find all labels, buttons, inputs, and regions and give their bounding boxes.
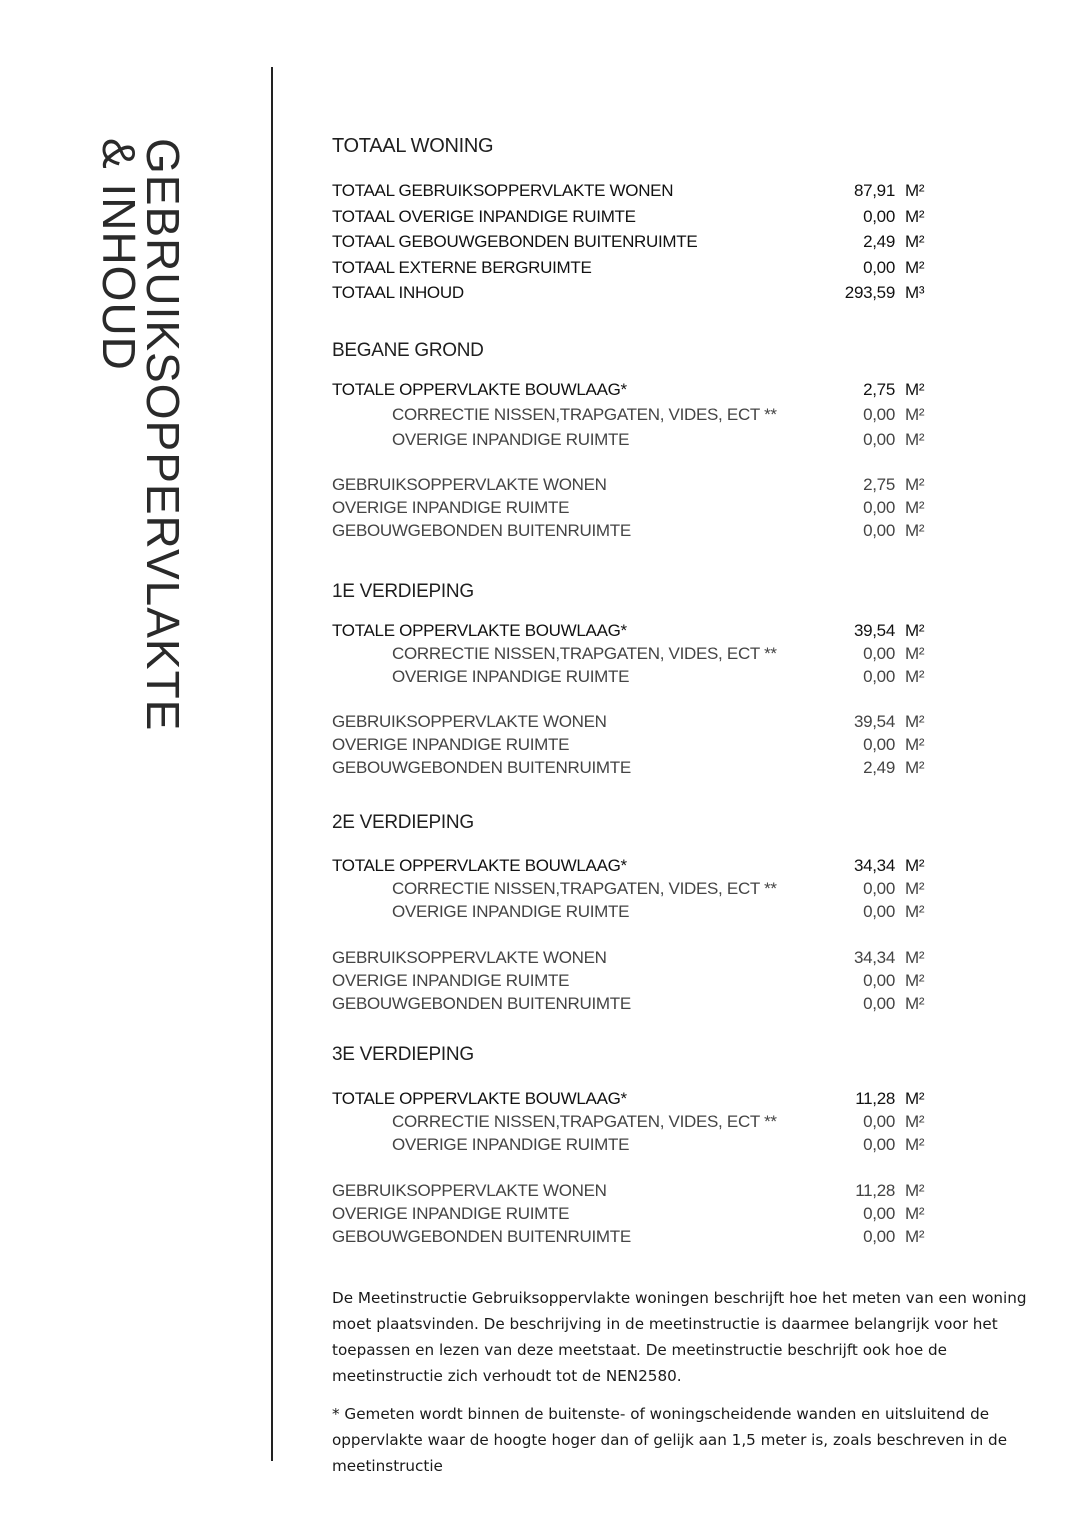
section-heading-1e-verdieping: 1E VERDIEPING — [332, 581, 474, 602]
row-unit: M² — [905, 380, 925, 399]
row-label: GEBRUIKSOPPERVLAKTE WONEN — [332, 475, 607, 494]
row-value: 0,00 — [863, 1112, 895, 1131]
row-label: TOTAAL GEBOUWGEBONDEN BUITENRUIMTE — [332, 232, 698, 251]
row-label: OVERIGE INPANDIGE RUIMTE — [392, 430, 630, 449]
row-unit: M² — [905, 621, 925, 640]
row-value: 2,75 — [863, 380, 895, 399]
row-value: 87,91 — [853, 181, 895, 200]
section-heading-begane-grond: BEGANE GROND — [332, 340, 484, 361]
floor-row — [332, 1112, 927, 1134]
row-label: OVERIGE INPANDIGE RUIMTE — [392, 667, 630, 686]
row-unit: M² — [905, 207, 925, 226]
row-label: OVERIGE INPANDIGE RUIMTE — [392, 1135, 630, 1154]
floor-row — [332, 856, 927, 878]
row-value: 0,00 — [863, 902, 895, 921]
floor-row — [332, 758, 927, 780]
row-unit: M² — [905, 475, 925, 494]
floor-row — [332, 405, 927, 427]
row-unit: M² — [905, 712, 925, 731]
row-label: TOTAAL GEBRUIKSOPPERVLAKTE WONEN — [332, 181, 674, 200]
row-unit: M² — [905, 1204, 925, 1223]
row-label: OVERIGE INPANDIGE RUIMTE — [332, 498, 570, 517]
row-unit: M² — [905, 948, 925, 967]
row-label: TOTALE OPPERVLAKTE BOUWLAAG* — [332, 856, 627, 875]
totaal-row — [332, 181, 927, 203]
row-unit: M² — [905, 994, 925, 1013]
row-value: 11,28 — [855, 1089, 895, 1108]
row-value: 0,00 — [863, 521, 895, 540]
row-unit: M² — [905, 902, 925, 921]
row-unit: M² — [905, 258, 925, 277]
vertical-divider — [271, 67, 273, 1461]
row-label: GEBRUIKSOPPERVLAKTE WONEN — [332, 712, 607, 731]
floor-row — [332, 1227, 927, 1249]
row-label: TOTAAL OVERIGE INPANDIGE RUIMTE — [332, 207, 636, 226]
row-value: 39,54 — [853, 712, 895, 731]
row-label: TOTAAL EXTERNE BERGRUIMTE — [332, 258, 592, 277]
floor-row — [332, 521, 927, 543]
floor-row — [332, 971, 927, 993]
row-unit: M² — [905, 498, 925, 517]
row-label: TOTALE OPPERVLAKTE BOUWLAAG* — [332, 380, 627, 399]
row-unit: M² — [905, 521, 925, 540]
row-unit: M² — [905, 667, 925, 686]
floor-row — [332, 475, 927, 497]
floor-row — [332, 735, 927, 757]
row-value: 11,28 — [855, 1181, 895, 1200]
section-heading-2e-verdieping: 2E VERDIEPING — [332, 812, 474, 833]
row-label: TOTALE OPPERVLAKTE BOUWLAAG* — [332, 621, 627, 640]
section-heading-totaal: TOTAAL WONING — [332, 135, 494, 157]
row-label: CORRECTIE NISSEN,TRAPGATEN, VIDES, ECT ** — [392, 879, 777, 898]
note-meetinstructie: De Meetinstructie Gebruiksoppervlakte woningen beschrijft hoe het meten van een woning moet plaatsvinden. De beschrijving in de meetinstructie is daarmee belangrijk voor het toepassen en lezen van deze meetstaat. De meetinstructie beschrijft ook hoe de meetinstructie zich verhoudt tot de NEN2580. — [332, 1289, 1027, 1385]
row-label: TOTALE OPPERVLAKTE BOUWLAAG* — [332, 1089, 627, 1108]
row-value: 0,00 — [863, 258, 895, 277]
row-unit: M² — [905, 181, 925, 200]
row-value: 0,00 — [863, 405, 895, 424]
row-label: OVERIGE INPANDIGE RUIMTE — [392, 902, 630, 921]
row-unit: M² — [905, 971, 925, 990]
row-value: 0,00 — [863, 1135, 895, 1154]
row-unit: M² — [905, 1135, 925, 1154]
row-value: 0,00 — [863, 735, 895, 754]
row-unit: M² — [905, 758, 925, 777]
row-label: GEBRUIKSOPPERVLAKTE WONEN — [332, 948, 607, 967]
row-value: 0,00 — [863, 994, 895, 1013]
row-label: GEBOUWGEBONDEN BUITENRUIMTE — [332, 521, 631, 540]
row-value: 2,49 — [863, 758, 895, 777]
row-value: 0,00 — [863, 498, 895, 517]
floor-row — [332, 621, 927, 643]
floor-row — [332, 948, 927, 970]
row-label: CORRECTIE NISSEN,TRAPGATEN, VIDES, ECT ** — [392, 1112, 777, 1131]
row-unit: M² — [905, 644, 925, 663]
note-footnote: * Gemeten wordt binnen de buitenste- of woningscheidende wanden en uitsluitend de oppervlakte waar de hoogte hoger dan of gelijk aan 1,5 meter is, zoals beschreven in de meetinstructie — [332, 1405, 1008, 1475]
floor-row — [332, 380, 927, 402]
row-label: GEBRUIKSOPPERVLAKTE WONEN — [332, 1181, 607, 1200]
row-value: 0,00 — [863, 879, 895, 898]
row-label: GEBOUWGEBONDEN BUITENRUIMTE — [332, 1227, 631, 1246]
floor-row — [332, 712, 927, 734]
row-value: 34,34 — [853, 948, 895, 967]
row-unit: M² — [905, 1089, 925, 1108]
row-value: 0,00 — [863, 207, 895, 226]
floor-row — [332, 994, 927, 1016]
row-value: 0,00 — [863, 1204, 895, 1223]
row-label: OVERIGE INPANDIGE RUIMTE — [332, 971, 570, 990]
row-value: 0,00 — [863, 971, 895, 990]
row-label: OVERIGE INPANDIGE RUIMTE — [332, 1204, 570, 1223]
floor-row — [332, 1089, 927, 1111]
row-unit: M² — [905, 856, 925, 875]
floor-row — [332, 1204, 927, 1226]
row-value: 0,00 — [863, 1227, 895, 1246]
row-unit: M³ — [905, 283, 925, 302]
row-label: GEBOUWGEBONDEN BUITENRUIMTE — [332, 758, 631, 777]
row-unit: M² — [905, 879, 925, 898]
floor-row — [332, 667, 927, 689]
side-title-line-2: & INHOUD — [93, 138, 145, 371]
side-title — [93, 138, 189, 732]
row-label: OVERIGE INPANDIGE RUIMTE — [332, 735, 570, 754]
row-value: 2,49 — [863, 232, 895, 251]
row-unit: M² — [905, 1227, 925, 1246]
section-heading-3e-verdieping: 3E VERDIEPING — [332, 1044, 474, 1065]
row-label: GEBOUWGEBONDEN BUITENRUIMTE — [332, 994, 631, 1013]
row-unit: M² — [905, 735, 925, 754]
totaal-row — [332, 283, 927, 305]
row-label: CORRECTIE NISSEN,TRAPGATEN, VIDES, ECT ** — [392, 644, 777, 663]
row-value: 0,00 — [863, 430, 895, 449]
row-unit: M² — [905, 430, 925, 449]
floor-row — [332, 1135, 927, 1157]
floor-row — [332, 902, 927, 924]
side-title-line-1: GEBRUIKSOPPERVLAKTE — [137, 138, 189, 732]
row-label: TOTAAL INHOUD — [332, 283, 464, 302]
row-value: 0,00 — [863, 667, 895, 686]
totaal-row — [332, 207, 927, 229]
row-value: 39,54 — [853, 621, 895, 640]
row-value: 2,75 — [863, 475, 895, 494]
floor-row — [332, 644, 927, 666]
row-label: CORRECTIE NISSEN,TRAPGATEN, VIDES, ECT ** — [392, 405, 777, 424]
totaal-row — [332, 232, 927, 254]
floor-row — [332, 879, 927, 901]
floor-row — [332, 498, 927, 520]
row-unit: M² — [905, 1112, 925, 1131]
row-unit: M² — [905, 405, 925, 424]
row-value: 0,00 — [863, 644, 895, 663]
row-unit: M² — [905, 1181, 925, 1200]
floor-row — [332, 430, 927, 452]
floor-row — [332, 1181, 927, 1203]
row-unit: M² — [905, 232, 925, 251]
row-value: 34,34 — [853, 856, 895, 875]
row-value: 293,59 — [844, 283, 895, 302]
totaal-row — [332, 258, 927, 280]
